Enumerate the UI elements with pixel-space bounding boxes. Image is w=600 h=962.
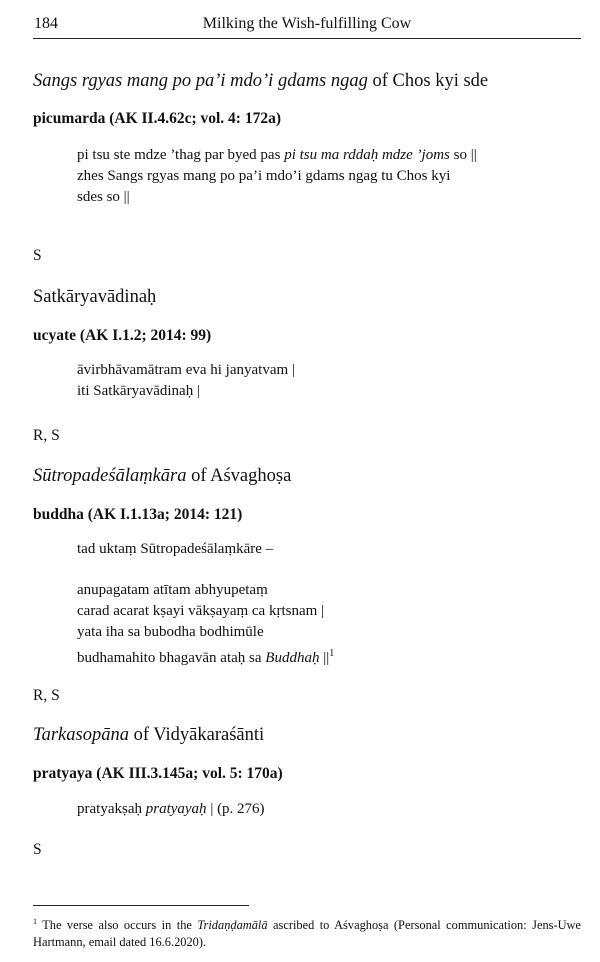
quotation-intro: tad uktaṃ Sūtropadeśālaṃkāre – [77,541,274,557]
verse-line: yata iha sa bubodha bodhimūle [77,624,264,640]
quote-line: sdes so || [77,189,130,205]
sources-label: S [33,247,42,264]
work-heading-sutropadesalamkara: Sūtropadeśālaṃkāra of Aśvaghoṣa [33,466,292,486]
quotation-block [77,145,547,208]
sources-label: R, S [33,687,60,704]
entry-heading-buddha: buddha (AK I.1.13a; 2014: 121) [33,506,243,523]
quotation-block [77,799,547,820]
verse-line: budhamahito bhagavān ataḥ sa Buddhaḥ $||^1$ [77,648,335,666]
footnote-divider [33,905,249,906]
entry-heading-picumarda: picumarda (AK II.4.62c; vol. 4: 172a) [33,110,281,127]
quote-line: iti Satkāryavādinaḥ | [77,383,200,399]
entry-heading-ucyate: ucyate (AK I.1.2; 2014: 99) [33,327,212,344]
quote-line: pi tsu ste mdze ’thag par byed pas pi tsu ma rddaḥ mdze ’joms so || [77,147,477,163]
quote-line: pratyakṣaḥ pratyayaḥ | (p. 276) [77,801,265,817]
book-page [33,14,581,950]
quotation-block [77,360,547,402]
footnote-reference[interactable]: 1 [329,648,335,659]
verse-line: anupagatam atītam abhyupetaṃ [77,582,268,598]
quote-line: zhes Sangs rgyas mang po pa’i mdo’i gdams ngag tu Chos kyi [77,168,451,184]
work-heading-sangs-rgyas: Sangs rgyas mang po pa’i mdo’i gdams ngag of Chos kyi sde [33,71,489,91]
page-header [33,14,581,39]
work-heading-tarkasopana: Tarkasopāna of Vidyākaraśānti [33,725,265,745]
footnote: $^1$ The verse also occurs in the Tridaṇḍamālā ascribed to Aśvaghoṣa (Personal communication: Jens-Uwe Hartmann, email dated 16.6.2020). [33,917,581,950]
sources-label: R, S [33,427,60,444]
quote-line: āvirbhāvamātram eva hi janyatvam | [77,362,295,378]
page-number: 184 [34,15,58,32]
entry-heading-pratyaya: pratyaya (AK III.3.145a; vol. 5: 170a) [33,765,283,782]
footnote-marker: 1 [33,917,37,926]
verse-block [77,580,547,669]
running-title: Milking the Wish-fulfilling Cow [202,15,412,32]
verse-line: carad acarat kṣayi vākṣayaṃ ca kṛtsnam | [77,603,325,619]
work-heading-satkaryavadinah: Satkāryavādinaḥ [33,287,157,307]
sources-label: S [33,841,42,858]
